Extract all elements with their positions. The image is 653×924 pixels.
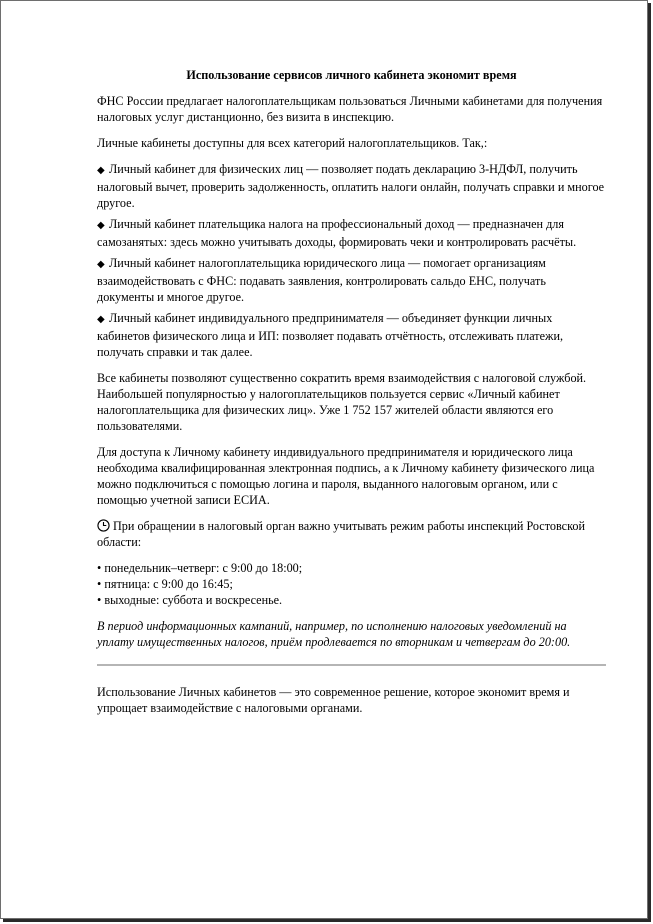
- diamond-bullet-icon: ◆: [97, 314, 105, 325]
- schedule-item: • пятница: с 9:00 до 16:45;: [97, 577, 233, 591]
- cabinet-item: ◆ Личный кабинет индивидуального предпринимателя — объединяет функции личных кабинетов физического лица и ИП: позволяет подавать отчётность, отслеживать платежи, получать справки и так далее.: [97, 311, 564, 359]
- diamond-bullet-icon: ◆: [97, 220, 105, 231]
- document-body: [97, 67, 606, 726]
- intro-paragraph: ФНС России предлагает налогоплательщикам пользоваться Личными кабинетами для получения налоговых услуг дистанционно, без визита в инспекцию.: [97, 94, 603, 124]
- schedule-item: • понедельник–четверг: с 9:00 до 18:00;: [97, 561, 303, 575]
- access-paragraph: Для доступа к Личному кабинету индивидуального предпринимателя и юридического лица необходима квалифицированная электронная подпись, а к Личному кабинету физического лица можно подключиться с помощью логина и пароля, выданного налоговым органом, или с помощью учетной записи ЕСИА.: [97, 445, 595, 507]
- categories-lead: Личные кабинеты доступны для всех категорий налогоплательщиков. Так,:: [97, 136, 488, 150]
- schedule-lead: При обращении в налоговый орган важно учитывать режим работы инспекций Ростовской области:: [97, 519, 585, 549]
- campaign-note: В период информационных кампаний, например, по исполнению налоговых уведомлений на уплату имущественных налогов, приём продлевается по вторникам и четвергам до 20:00.: [97, 619, 571, 649]
- cabinet-list: [97, 161, 606, 360]
- cabinet-item: ◆ Личный кабинет плательщика налога на профессиональный доход — предназначен для самозанятых: здесь можно учитывать доходы, формировать чеки и контролировать расчёты.: [97, 217, 577, 249]
- clock-icon: [97, 519, 110, 532]
- cabinet-item: ◆ Личный кабинет для физических лиц — позволяет подать декларацию 3-НДФЛ, получить налоговый вычет, проверить задолженность, оплатить налоги онлайн, получать справки и многое другое.: [97, 162, 605, 210]
- diamond-bullet-icon: ◆: [97, 259, 105, 270]
- conclusion-paragraph: Использование Личных кабинетов — это современное решение, которое экономит время и упрощает взаимодействие с налоговыми органами.: [97, 685, 570, 715]
- document-title: Использование сервисов личного кабинета экономит время: [186, 68, 517, 82]
- divider: [97, 664, 606, 666]
- schedule-item: • выходные: суббота и воскресенье.: [97, 593, 283, 607]
- schedule-list: [97, 560, 606, 608]
- diamond-bullet-icon: ◆: [97, 165, 105, 176]
- popularity-paragraph: Все кабинеты позволяют существенно сократить время взаимодействия с налоговой службой. Наибольшей популярностью у налогоплательщиков пользуется сервис «Личный кабинет налогоплательщика для физических лиц». Уже 1 752 157 жителей области являются его пользователями.: [97, 371, 587, 433]
- cabinet-item: ◆ Личный кабинет налогоплательщика юридического лица — помогает организациям взаимодействовать с ФНС: подавать заявления, контролировать сальдо ЕНС, получать документы и многое другое.: [97, 256, 546, 304]
